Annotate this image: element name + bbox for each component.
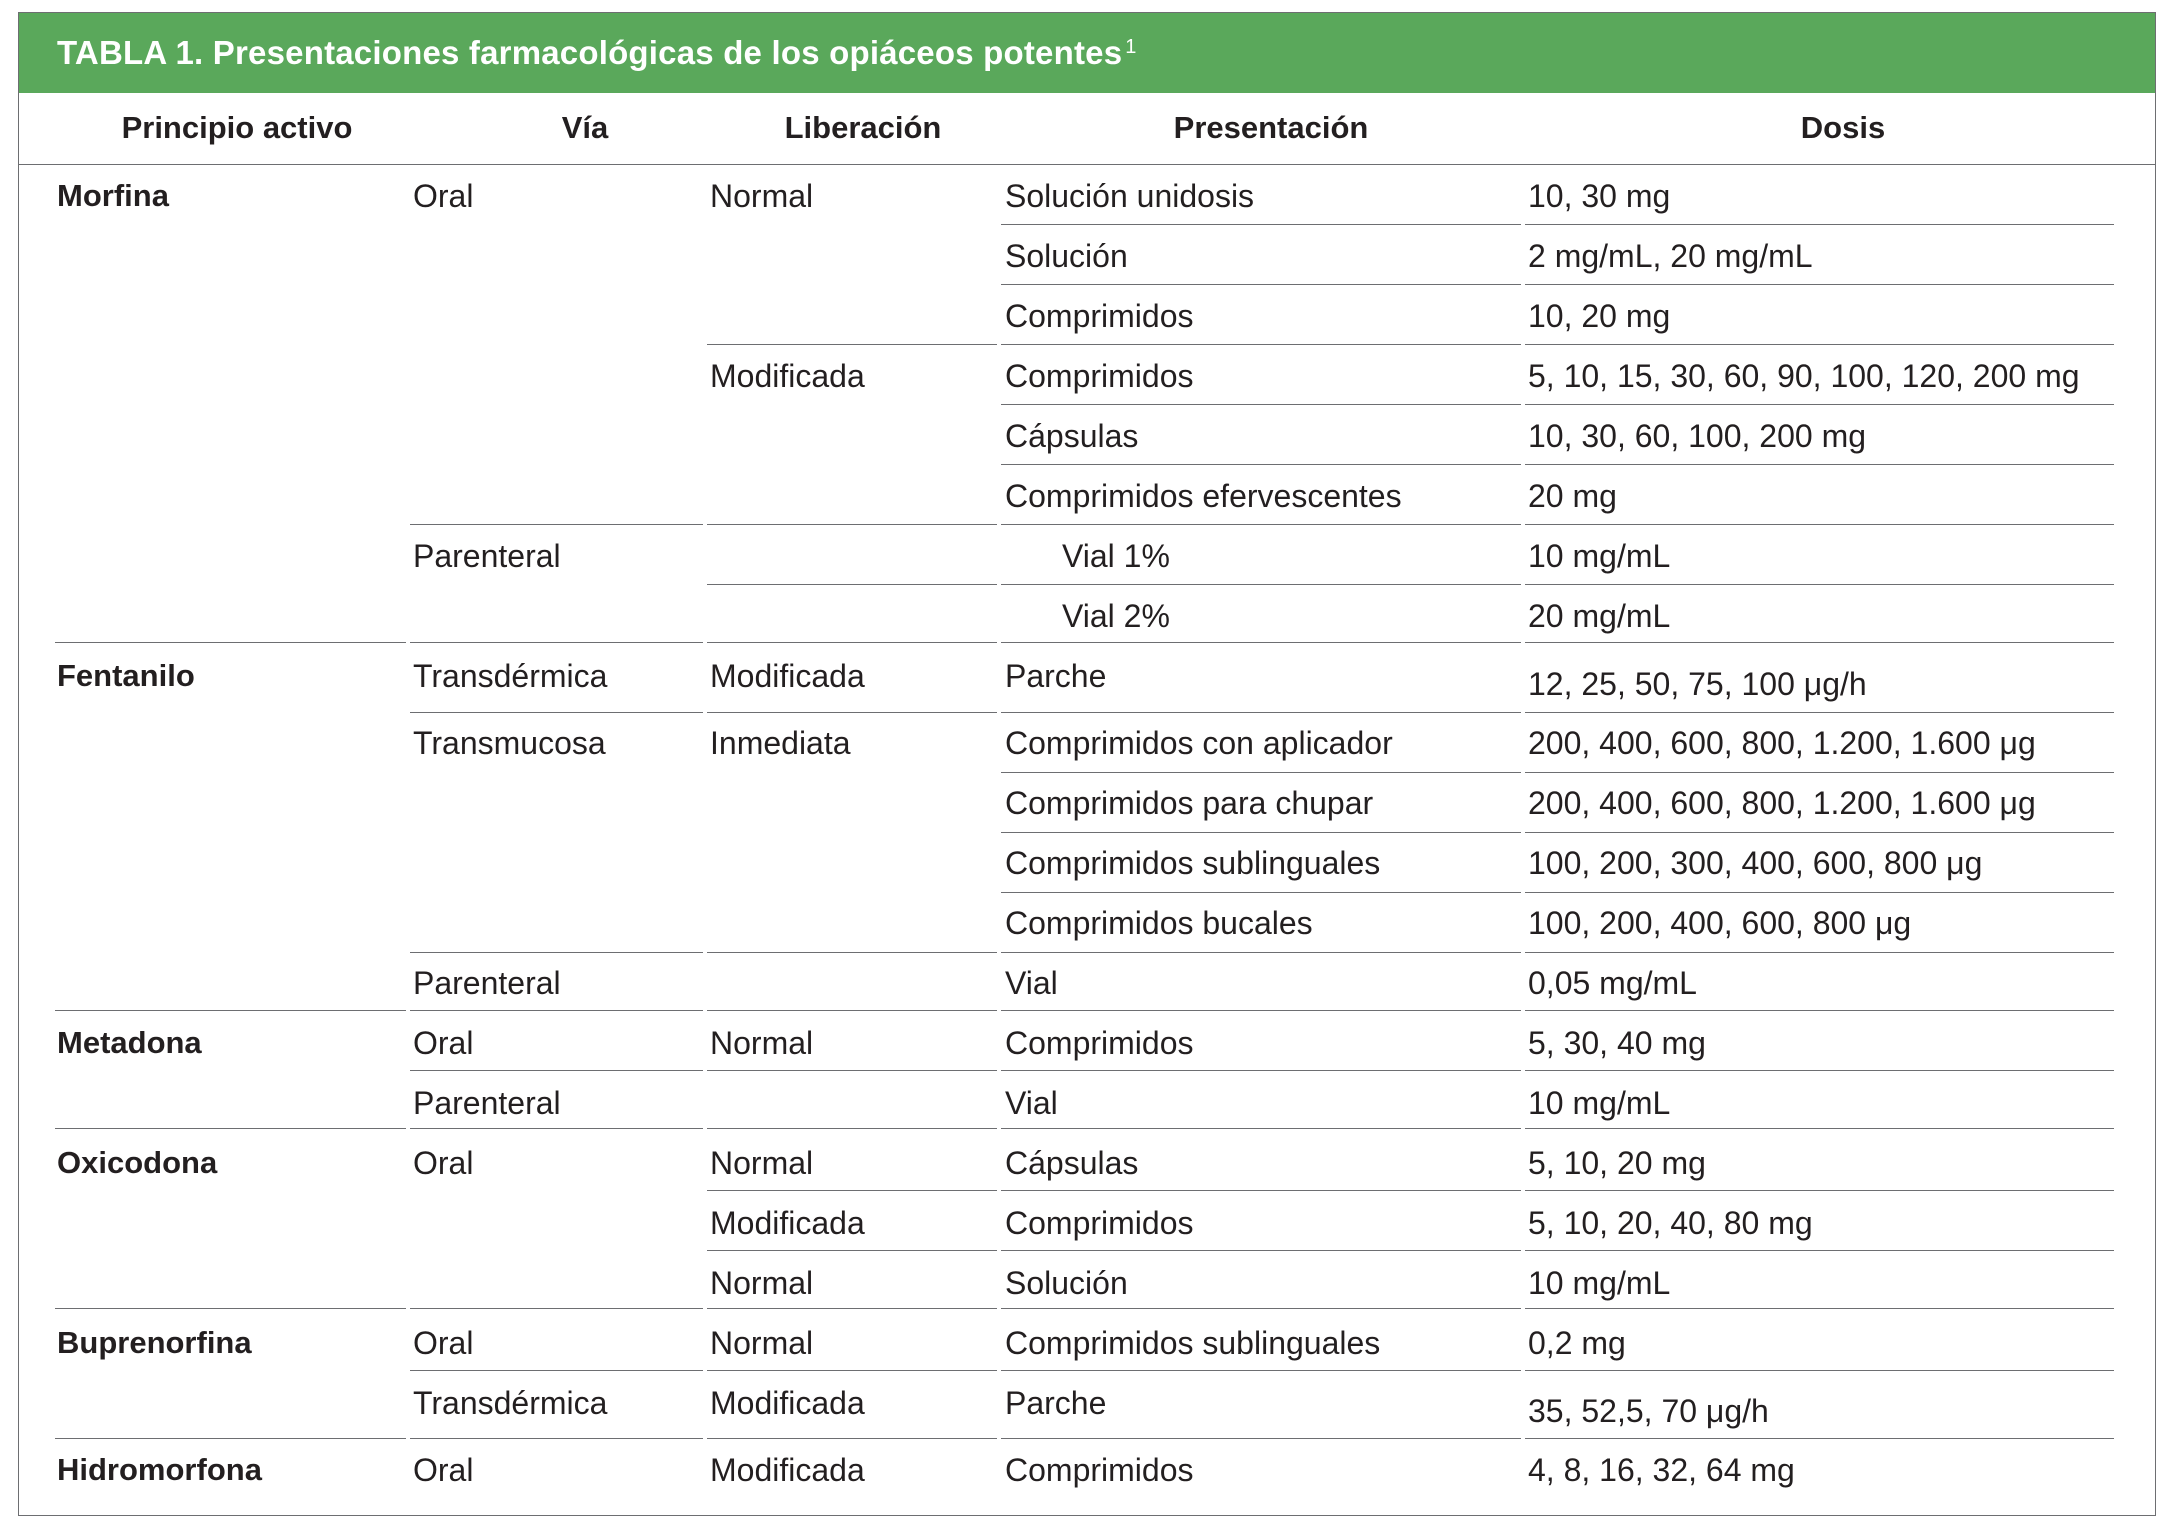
row-divider xyxy=(1525,464,2114,465)
cell-liberacion: Inmediata xyxy=(710,725,851,761)
row-divider xyxy=(1001,1128,1521,1129)
row-divider xyxy=(1525,772,2114,773)
cell-presentacion: Vial xyxy=(1005,1085,1058,1121)
cell-via: Oral xyxy=(413,1145,474,1181)
cell-dosis: 12, 25, 50, 75, 100 μg/h xyxy=(1528,666,1867,702)
cell-presentacion: Parche xyxy=(1005,1385,1107,1421)
row-divider xyxy=(1001,892,1521,893)
row-divider xyxy=(1001,524,1521,525)
cell-via: Parenteral xyxy=(413,538,561,574)
cell-presentacion: Cápsulas xyxy=(1005,1145,1139,1181)
cell-via: Oral xyxy=(413,1452,474,1488)
row-divider xyxy=(410,1438,703,1439)
cell-presentacion: Parche xyxy=(1005,658,1107,694)
cell-dosis: 2 mg/mL, 20 mg/mL xyxy=(1528,238,1813,274)
row-divider xyxy=(707,1438,997,1439)
column-header-principio: Principio activo xyxy=(121,110,353,145)
row-divider xyxy=(707,1308,997,1309)
row-divider xyxy=(707,1070,997,1071)
cell-liberacion: Normal xyxy=(710,1325,814,1361)
row-divider xyxy=(707,1250,997,1251)
cell-dosis: 5, 10, 20, 40, 80 mg xyxy=(1528,1205,1813,1241)
cell-principio-activo: Buprenorfina xyxy=(57,1325,252,1360)
row-divider xyxy=(707,1128,997,1129)
row-divider xyxy=(1001,1010,1521,1011)
cell-dosis: 0,2 mg xyxy=(1528,1325,1626,1361)
cell-presentacion: Cápsulas xyxy=(1005,418,1139,454)
row-divider xyxy=(707,1010,997,1011)
table-title-bar xyxy=(19,13,2155,93)
row-divider xyxy=(1525,1070,2114,1071)
column-header-liberacion: Liberación xyxy=(784,110,942,145)
cell-dosis: 10 mg/mL xyxy=(1528,1265,1671,1301)
cell-dosis: 10, 30 mg xyxy=(1528,178,1671,214)
cell-presentacion: Solución xyxy=(1005,238,1128,274)
cell-liberacion: Modificada xyxy=(710,1205,865,1241)
cell-presentacion: Vial xyxy=(1005,965,1058,1001)
title-footnote-marker: 1 xyxy=(1125,35,1137,58)
cell-presentacion: Vial 2% xyxy=(1062,598,1170,634)
row-divider xyxy=(707,952,997,953)
cell-dosis: 35, 52,5, 70 μg/h xyxy=(1528,1393,1769,1429)
cell-presentacion: Comprimidos sublinguales xyxy=(1005,1325,1381,1361)
cell-via: Oral xyxy=(413,1325,474,1361)
row-divider xyxy=(1525,1190,2114,1191)
cell-presentacion: Comprimidos xyxy=(1005,358,1194,394)
cell-presentacion: Comprimidos bucales xyxy=(1005,905,1313,941)
row-divider xyxy=(1001,404,1521,405)
row-divider xyxy=(1001,712,1521,713)
row-divider xyxy=(1001,1438,1521,1439)
cell-dosis: 200, 400, 600, 800, 1.200, 1.600 μg xyxy=(1528,785,2036,821)
row-divider xyxy=(1001,1308,1521,1309)
cell-presentacion: Comprimidos xyxy=(1005,1205,1194,1241)
row-divider xyxy=(55,1128,406,1129)
row-divider xyxy=(1001,584,1521,585)
row-divider xyxy=(1525,1370,2114,1371)
cell-liberacion: Modificada xyxy=(710,358,865,394)
row-divider xyxy=(1525,1308,2114,1309)
row-divider xyxy=(1525,584,2114,585)
row-divider xyxy=(1525,952,2114,953)
row-divider xyxy=(1525,1438,2114,1439)
row-divider xyxy=(1001,344,1521,345)
row-divider xyxy=(410,1010,703,1011)
row-divider xyxy=(1001,952,1521,953)
row-divider xyxy=(410,712,703,713)
column-header-dosis: Dosis xyxy=(1800,110,1886,145)
row-divider xyxy=(707,524,997,525)
cell-dosis: 5, 10, 15, 30, 60, 90, 100, 120, 200 mg xyxy=(1528,358,2080,394)
cell-dosis: 100, 200, 300, 400, 600, 800 μg xyxy=(1528,845,1983,881)
row-divider xyxy=(1001,1070,1521,1071)
row-divider xyxy=(410,1070,703,1071)
cell-liberacion: Modificada xyxy=(710,1452,865,1488)
cell-principio-activo: Metadona xyxy=(57,1025,202,1060)
cell-dosis: 10, 20 mg xyxy=(1528,298,1671,334)
row-divider xyxy=(1525,524,2114,525)
row-divider xyxy=(1525,832,2114,833)
cell-via: Oral xyxy=(413,1025,474,1061)
cell-liberacion: Normal xyxy=(710,1145,814,1181)
row-divider xyxy=(1525,642,2114,643)
cell-dosis: 100, 200, 400, 600, 800 μg xyxy=(1528,905,1912,941)
cell-presentacion: Comprimidos con aplicador xyxy=(1005,725,1393,761)
row-divider xyxy=(1525,712,2114,713)
column-header-presentacion: Presentación xyxy=(1173,110,1369,145)
cell-presentacion: Comprimidos para chupar xyxy=(1005,785,1374,821)
row-divider xyxy=(707,344,997,345)
row-divider xyxy=(1001,1250,1521,1251)
row-divider xyxy=(1001,832,1521,833)
row-divider xyxy=(55,642,406,643)
cell-dosis: 20 mg/mL xyxy=(1528,598,1671,634)
row-divider xyxy=(1001,464,1521,465)
row-divider xyxy=(1525,344,2114,345)
row-divider xyxy=(707,1190,997,1191)
cell-dosis: 5, 10, 20 mg xyxy=(1528,1145,1706,1181)
row-divider xyxy=(1525,1250,2114,1251)
cell-dosis: 4, 8, 16, 32, 64 mg xyxy=(1528,1452,1795,1488)
row-divider xyxy=(707,584,997,585)
cell-via: Parenteral xyxy=(413,965,561,1001)
cell-presentacion: Comprimidos xyxy=(1005,1452,1194,1488)
row-divider xyxy=(707,642,997,643)
cell-liberacion: Normal xyxy=(710,1265,814,1301)
row-divider xyxy=(1001,224,1521,225)
cell-presentacion: Comprimidos xyxy=(1005,298,1194,334)
row-divider xyxy=(410,952,703,953)
row-divider xyxy=(410,524,703,525)
cell-liberacion: Normal xyxy=(710,178,814,214)
row-divider xyxy=(1525,284,2114,285)
row-divider xyxy=(55,1010,406,1011)
cell-via: Transdérmica xyxy=(413,1385,608,1421)
cell-presentacion: Comprimidos sublinguales xyxy=(1005,845,1381,881)
cell-dosis: 10, 30, 60, 100, 200 mg xyxy=(1528,418,1867,454)
row-divider xyxy=(1001,1370,1521,1371)
cell-principio-activo: Hidromorfona xyxy=(57,1452,262,1487)
row-divider xyxy=(707,1370,997,1371)
cell-via: Transmucosa xyxy=(413,725,606,761)
row-divider xyxy=(1525,1010,2114,1011)
cell-dosis: 200, 400, 600, 800, 1.200, 1.600 μg xyxy=(1528,725,2036,761)
cell-presentacion: Comprimidos xyxy=(1005,1025,1194,1061)
cell-dosis: 10 mg/mL xyxy=(1528,538,1671,574)
row-divider xyxy=(1001,284,1521,285)
row-divider xyxy=(410,1370,703,1371)
cell-presentacion: Vial 1% xyxy=(1062,538,1170,574)
table-header-row xyxy=(19,93,2155,165)
cell-presentacion: Solución unidosis xyxy=(1005,178,1255,214)
cell-principio-activo: Fentanilo xyxy=(57,658,195,693)
cell-liberacion: Modificada xyxy=(710,1385,865,1421)
cell-dosis: 20 mg xyxy=(1528,478,1617,514)
row-divider xyxy=(1525,892,2114,893)
row-divider xyxy=(1001,642,1521,643)
cell-via: Oral xyxy=(413,178,474,214)
cell-via: Parenteral xyxy=(413,1085,561,1121)
row-divider xyxy=(55,1438,406,1439)
cell-liberacion: Modificada xyxy=(710,658,865,694)
cell-principio-activo: Morfina xyxy=(57,178,169,213)
column-header-via: Vía xyxy=(561,110,609,145)
row-divider xyxy=(410,1128,703,1129)
row-divider xyxy=(1525,404,2114,405)
row-divider xyxy=(1001,772,1521,773)
cell-liberacion: Normal xyxy=(710,1025,814,1061)
row-divider xyxy=(707,712,997,713)
cell-principio-activo: Oxicodona xyxy=(57,1145,218,1180)
table-title: TABLA 1. Presentaciones farmacológicas de los opiáceos potentes xyxy=(57,34,1123,71)
cell-presentacion: Comprimidos efervescentes xyxy=(1005,478,1402,514)
row-divider xyxy=(55,1308,406,1309)
cell-dosis: 10 mg/mL xyxy=(1528,1085,1671,1121)
cell-via: Transdérmica xyxy=(413,658,608,694)
row-divider xyxy=(410,1308,703,1309)
row-divider xyxy=(1525,224,2114,225)
row-divider xyxy=(1525,1128,2114,1129)
row-divider xyxy=(1001,1190,1521,1191)
cell-dosis: 0,05 mg/mL xyxy=(1528,965,1697,1001)
cell-dosis: 5, 30, 40 mg xyxy=(1528,1025,1706,1061)
cell-presentacion: Solución xyxy=(1005,1265,1128,1301)
row-divider xyxy=(410,642,703,643)
